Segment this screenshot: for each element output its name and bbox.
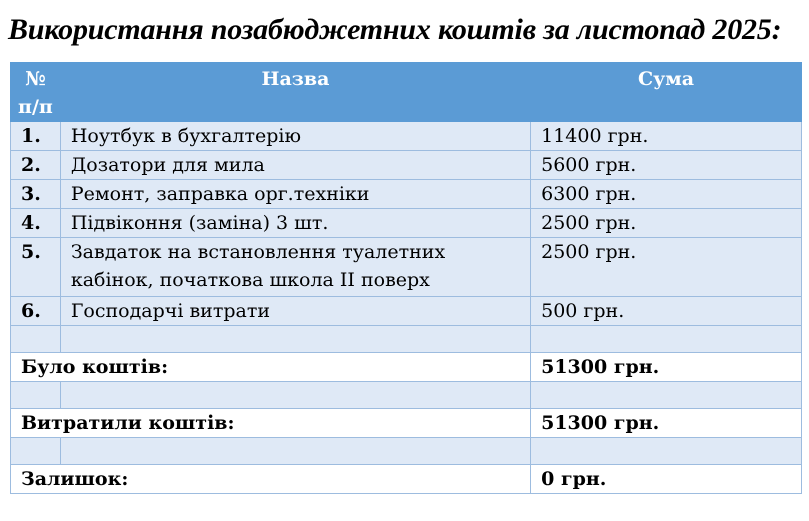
row-name: Дозатори для мила bbox=[60, 151, 530, 180]
row-num: 4. bbox=[11, 209, 61, 238]
table-row bbox=[11, 122, 802, 151]
empty-cell bbox=[11, 438, 61, 465]
table-row bbox=[11, 209, 802, 238]
expenses-table bbox=[10, 62, 802, 494]
empty-cell bbox=[60, 382, 530, 409]
rest-label: Залишок: bbox=[11, 465, 531, 494]
header-num: № п/п bbox=[11, 63, 61, 122]
row-num: 5. bbox=[11, 238, 61, 297]
empty-cell bbox=[60, 326, 530, 353]
row-num: 1. bbox=[11, 122, 61, 151]
table-row bbox=[11, 151, 802, 180]
header-name: Назва bbox=[60, 63, 530, 122]
row-sum: 11400 грн. bbox=[531, 122, 802, 151]
row-num: 6. bbox=[11, 297, 61, 326]
empty-cell bbox=[531, 438, 802, 465]
spent-value: 51300 грн. bbox=[531, 409, 802, 438]
table-row bbox=[11, 238, 802, 297]
row-sum: 2500 грн. bbox=[531, 209, 802, 238]
row-num: 3. bbox=[11, 180, 61, 209]
table-header-row bbox=[11, 63, 802, 122]
empty-cell bbox=[531, 382, 802, 409]
empty-cell bbox=[11, 326, 61, 353]
empty-cell bbox=[60, 438, 530, 465]
row-name: Підвіконня (заміна) 3 шт. bbox=[60, 209, 530, 238]
row-name: Ноутбук в бухгалтерію bbox=[60, 122, 530, 151]
spent-label: Витратили коштів: bbox=[11, 409, 531, 438]
summary-row-was bbox=[11, 353, 802, 382]
header-sum: Сума bbox=[531, 63, 802, 122]
summary-row-rest bbox=[11, 465, 802, 494]
page-title: Використання позабюджетних коштів за листопад 2025: bbox=[8, 13, 782, 46]
table-row bbox=[11, 297, 802, 326]
row-name: Завдаток на встановлення туалетних кабінок, початкова школа ІІ поверх bbox=[60, 238, 530, 297]
row-sum: 6300 грн. bbox=[531, 180, 802, 209]
table-row bbox=[11, 180, 802, 209]
was-value: 51300 грн. bbox=[531, 353, 802, 382]
empty-row bbox=[11, 382, 802, 409]
summary-row-spent bbox=[11, 409, 802, 438]
empty-cell bbox=[531, 326, 802, 353]
row-sum: 5600 грн. bbox=[531, 151, 802, 180]
row-sum: 500 грн. bbox=[531, 297, 802, 326]
empty-row bbox=[11, 326, 802, 353]
row-num: 2. bbox=[11, 151, 61, 180]
row-name: Господарчі витрати bbox=[60, 297, 530, 326]
empty-row bbox=[11, 438, 802, 465]
rest-value: 0 грн. bbox=[531, 465, 802, 494]
empty-cell bbox=[11, 382, 61, 409]
row-sum: 2500 грн. bbox=[531, 238, 802, 297]
row-name: Ремонт, заправка орг.техніки bbox=[60, 180, 530, 209]
was-label: Було коштів: bbox=[11, 353, 531, 382]
